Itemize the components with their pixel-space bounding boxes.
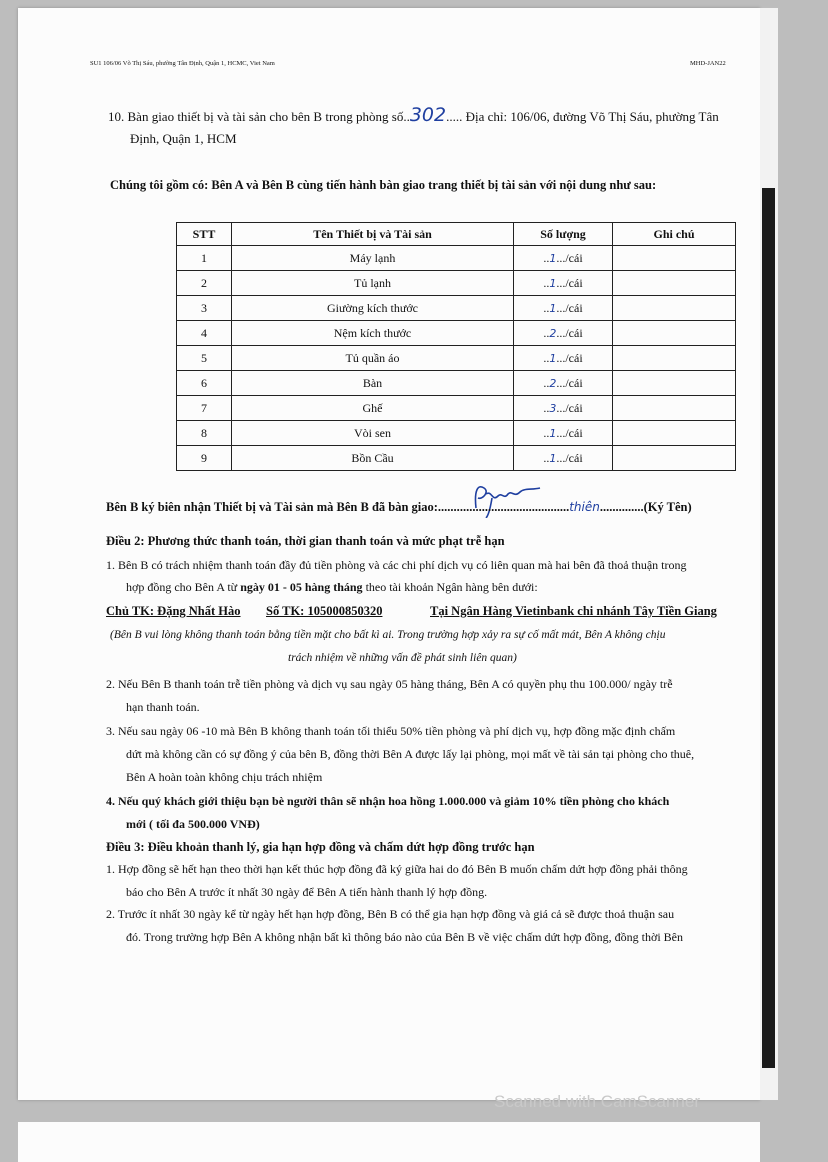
- qty-handwritten: 2: [549, 326, 557, 340]
- row-qty: ..3.../cái: [514, 396, 613, 421]
- dieu2-item4-line2: mới ( tối đa 500.000 VNĐ): [126, 817, 260, 831]
- qty-handwritten: 2: [549, 376, 557, 390]
- dieu2-item1-line1: 1. Bên B có trách nhiệm thanh toán đầy đủ tiền phòng và các chi phí dịch vụ có liên quan mà hai bên đã thoả thuận trong: [106, 558, 687, 572]
- row-name: Bàn: [232, 371, 514, 396]
- next-page-edge: [18, 1122, 760, 1162]
- row-name: Tủ quần áo: [232, 346, 514, 371]
- row-note: [613, 421, 736, 446]
- dieu3-title: Điều 3: Điều khoản thanh lý, gia hạn hợp đồng và chấm dứt hợp đồng trước hạn: [106, 840, 535, 854]
- section10-line1: [108, 104, 719, 126]
- row-note: [613, 371, 736, 396]
- row-name: Giường kích thước: [232, 296, 514, 321]
- payment-note-line1: (Bên B vui lòng không thanh toán bằng tiền mặt cho bất kì ai. Trong trường hợp xảy ra sự cố mất mát, Bên A không chịu: [110, 629, 666, 641]
- table-row: [177, 346, 736, 371]
- scan-edge-bar: [762, 188, 775, 1068]
- header-note: Ghi chú: [613, 223, 736, 246]
- qty-handwritten: 1: [549, 451, 557, 465]
- section10-prefix: 10. Bàn giao thiết bị và tài sản cho bên B trong phòng số..: [108, 109, 410, 124]
- qty-unit: /cái: [565, 250, 583, 265]
- table-row: [177, 371, 736, 396]
- row-name: Máy lạnh: [232, 246, 514, 271]
- row-stt: 7: [177, 396, 232, 421]
- qty-handwritten: 1: [549, 251, 557, 265]
- row-qty: ..2.../cái: [514, 321, 613, 346]
- dieu2-item2-line1: 2. Nếu Bên B thanh toán trễ tiền phòng và dịch vụ sau ngày 05 hàng tháng, Bên A có quyền phụ thu 100.000/ ngày trễ: [106, 677, 673, 691]
- row-qty: ..1.../cái: [514, 271, 613, 296]
- table-row: [177, 271, 736, 296]
- row-stt: 6: [177, 371, 232, 396]
- table-row: [177, 421, 736, 446]
- row-name: Tủ lạnh: [232, 271, 514, 296]
- row-note: [613, 271, 736, 296]
- dieu2-item1-post: theo tài khoản Ngân hàng bên dưới:: [362, 580, 538, 594]
- payment-note-line2: trách nhiệm về những vấn đề phát sinh liên quan): [288, 652, 517, 664]
- row-stt: 3: [177, 296, 232, 321]
- sign-line-suffix: ..............(Ký Tên): [599, 500, 692, 514]
- row-qty: ..1.../cái: [514, 346, 613, 371]
- sign-line-dots: ...................................: [459, 500, 570, 514]
- header-doc-code: MHD-JAN22: [690, 60, 726, 67]
- qty-handwritten: 1: [549, 276, 557, 290]
- row-note: [613, 296, 736, 321]
- row-note: [613, 321, 736, 346]
- qty-handwritten: 1: [549, 426, 557, 440]
- row-qty: ..1.../cái: [514, 446, 613, 471]
- row-note: [613, 446, 736, 471]
- sign-line: [106, 500, 692, 515]
- row-note: [613, 346, 736, 371]
- section10-suffix: ..... Địa chỉ: 106/06, đường Võ Thị Sáu, phường Tân: [446, 109, 719, 124]
- sign-line-prefix: Bên B ký biên nhận Thiết bị và Tài sản mà Bên B đã bàn giao:.......: [106, 500, 460, 514]
- qty-unit: /cái: [565, 300, 583, 315]
- qty-unit: /cái: [565, 425, 583, 440]
- dieu3-item1-line1: 1. Hợp đồng sẽ hết hạn theo thời hạn kết thúc hợp đồng đã ký giữa hai do đó Bên B muốn chấm dứt hợp đồng phải thông: [106, 862, 688, 876]
- qty-handwritten: 1: [549, 301, 557, 315]
- row-stt: 2: [177, 271, 232, 296]
- qty-unit: /cái: [565, 400, 583, 415]
- row-name: Ghế: [232, 396, 514, 421]
- dieu2-item1-line2: [126, 580, 538, 595]
- header-address: SU1 106/06 Võ Thị Sáu, phường Tân Định, Quận 1, HCMC, Viet Nam: [90, 60, 275, 67]
- dieu2-item1-dates: ngày 01 - 05 hàng tháng: [240, 580, 363, 594]
- dieu2-item4-line1: 4. Nếu quý khách giới thiệu bạn bè người thân sẽ nhận hoa hồng 1.000.000 và giảm 10% tiền phòng cho khách: [106, 794, 670, 808]
- row-qty: ..1.../cái: [514, 296, 613, 321]
- account-number: Số TK: 105000850320: [266, 604, 383, 618]
- row-stt: 9: [177, 446, 232, 471]
- dieu2-title: Điều 2: Phương thức thanh toán, thời gian thanh toán và mức phạt trễ hạn: [106, 534, 505, 548]
- section10-line2: Định, Quận 1, HCM: [130, 131, 237, 146]
- dieu2-item3-line1: 3. Nếu sau ngày 06 -10 mà Bên B không thanh toán tối thiểu 50% tiền phòng và phí dịch vụ, hợp đồng mặc định chấm: [106, 724, 676, 738]
- row-name: Bồn Cầu: [232, 446, 514, 471]
- qty-unit: /cái: [565, 375, 583, 390]
- dieu2-item3-line2: dứt mà không cần có sự đồng ý của bên B, đồng thời Bên A được lấy lại phòng, mọi mất về tài sản tại phòng cho thuê,: [126, 747, 695, 761]
- table-row: [177, 246, 736, 271]
- dieu3-item2-line1: 2. Trước ít nhất 30 ngày kể từ ngày hết hạn hợp đồng, Bên B có thể gia hạn hợp đồng và giá cả sẽ được thoả thuận sau: [106, 907, 675, 921]
- qty-handwritten: 3: [549, 401, 557, 415]
- row-qty: ..1.../cái: [514, 246, 613, 271]
- page-edge: [760, 8, 778, 1100]
- table-header-row: [177, 223, 736, 246]
- row-stt: 4: [177, 321, 232, 346]
- qty-unit: /cái: [565, 275, 583, 290]
- room-number-handwritten: 302: [409, 104, 447, 126]
- qty-handwritten: 1: [549, 351, 557, 365]
- table-row: [177, 396, 736, 421]
- account-holder: Chủ TK: Đặng Nhất Hào: [106, 604, 241, 618]
- table-row: [177, 296, 736, 321]
- row-note: [613, 396, 736, 421]
- row-stt: 1: [177, 246, 232, 271]
- asset-table: [176, 222, 736, 471]
- dieu3-item2-line2: đó. Trong trường hợp Bên A không nhận bất kì thông báo nào của Bên B về việc chấm dứt hợp đồng, đồng thời Bên: [126, 930, 684, 944]
- signer-name-handwritten: thiên: [569, 500, 600, 514]
- row-stt: 5: [177, 346, 232, 371]
- dieu2-item2-line2: hạn thanh toán.: [126, 700, 200, 714]
- dieu3-item1-line2: báo cho Bên A trước ít nhất 30 ngày để Bên A tiến hành thanh lý hợp đồng.: [126, 885, 488, 899]
- qty-unit: /cái: [565, 325, 583, 340]
- row-qty: ..1.../cái: [514, 421, 613, 446]
- row-stt: 8: [177, 421, 232, 446]
- header-stt: STT: [177, 223, 232, 246]
- table-row: [177, 321, 736, 346]
- header-qty: Số lượng: [514, 223, 613, 246]
- camscanner-watermark: Scanned with CamScanner: [494, 1092, 701, 1111]
- dieu2-item1-pre: hợp đồng cho Bên A từ: [126, 580, 241, 594]
- intro-text: Chúng tôi gồm có: Bên A và Bên B cùng tiến hành bàn giao trang thiết bị tài sản với nội dung như sau:: [110, 178, 657, 192]
- row-qty: ..2.../cái: [514, 371, 613, 396]
- row-name: Nệm kích thước: [232, 321, 514, 346]
- dieu2-item3-line3: Bên A hoàn toàn không chịu trách nhiệm: [126, 770, 323, 784]
- table-row: [177, 446, 736, 471]
- row-name: Vòi sen: [232, 421, 514, 446]
- header-name: Tên Thiết bị và Tài sản: [232, 223, 514, 246]
- qty-unit: /cái: [565, 450, 583, 465]
- qty-unit: /cái: [565, 350, 583, 365]
- bank-name: Tại Ngân Hàng Vietinbank chi nhánh Tây Tiền Giang: [430, 604, 717, 618]
- row-note: [613, 246, 736, 271]
